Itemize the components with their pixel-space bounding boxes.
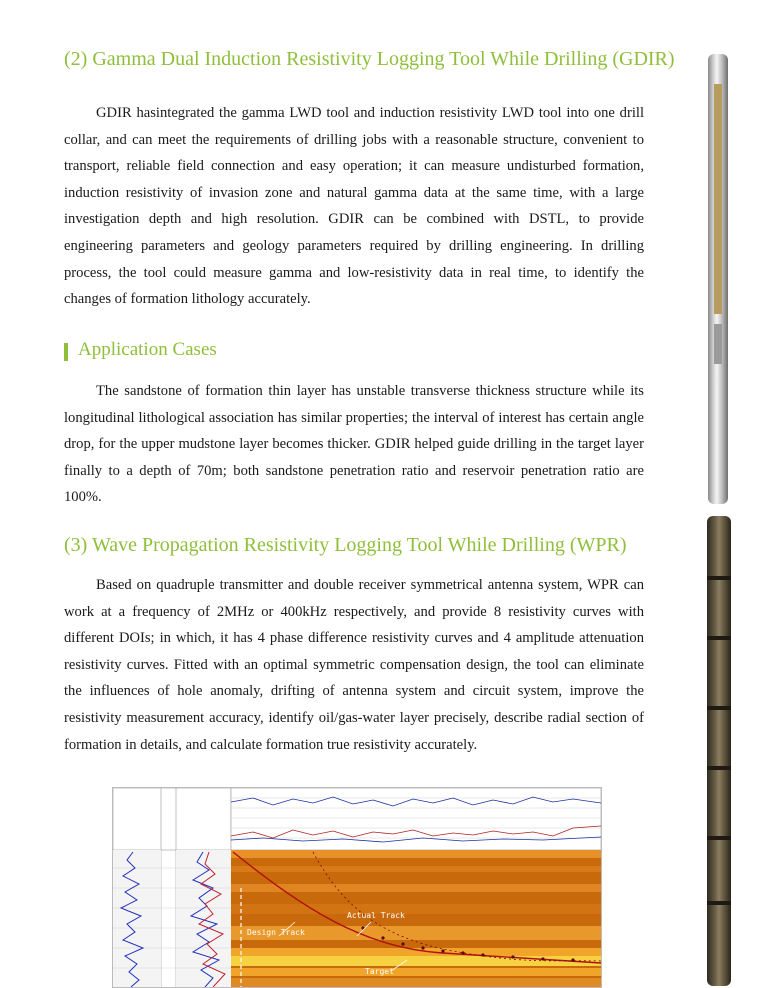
log-svg bbox=[113, 788, 601, 987]
application-cases-heading: Application Cases bbox=[78, 339, 217, 360]
design-track-label: Design Track bbox=[247, 928, 305, 937]
wpr-tool-image bbox=[707, 516, 731, 986]
geosteering-log-figure bbox=[112, 787, 602, 988]
target-label: Target bbox=[365, 967, 394, 976]
actual-track-label: Actual Track bbox=[347, 911, 405, 920]
wpr-body: Based on quadruple transmitter and double receiver symmetrical antenna system, WPR can work at a frequency of 2MHz or 400kHz respectively, and provide 8 resistivity curves with different DOIs; in which, it has 4 phase difference resistivity curves and 4 amplitude attenuation resistivity curves. Fitted with an optimal symmetric compensation design, the tool can eliminate the influences of hole anomaly, drifting of antenna system and circuit system, improve the resistivity measurement accuracy, identify oil/gas-water layer precisely, describe radial section of formation in details, and calculate formation true resistivity accurately. bbox=[64, 577, 644, 753]
gdir-heading: (2) Gamma Dual Induction Resistivity Logging Tool While Drilling (GDIR) bbox=[64, 48, 675, 70]
wpr-heading: (3) Wave Propagation Resistivity Logging Tool While Drilling (WPR) bbox=[64, 534, 627, 556]
section-marker bbox=[64, 343, 68, 361]
gdir-tool-image bbox=[708, 54, 728, 504]
application-cases-body: The sandstone of formation thin layer has unstable transverse thickness structure while its longitudinal lithological association has similar properties; the interval of interest has certain angle drop, for the upper mudstone layer becomes thicker. GDIR helped guide drilling in the target layer finally to a depth of 70m; both sandstone penetration ratio and reservoir penetration ratio are 100%. bbox=[64, 383, 644, 506]
gdir-body: GDIR hasintegrated the gamma LWD tool and induction resistivity LWD tool into one drill collar, and can meet the requirements of drilling jobs with a reasonable structure, convenient to transport, reliable field connection and easy operation; it can measure undisturbed formation, induction resistivity of invasion zone and natural gamma data at the same time, with a large investigation depth and high resolution. GDIR can be combined with DSTL, to provide engineering parameters and geology parameters required by drilling engineering. In drilling process, the tool could measure gamma and low-resistivity data in real time, to identify the changes of formation lithology accurately. bbox=[64, 105, 644, 308]
